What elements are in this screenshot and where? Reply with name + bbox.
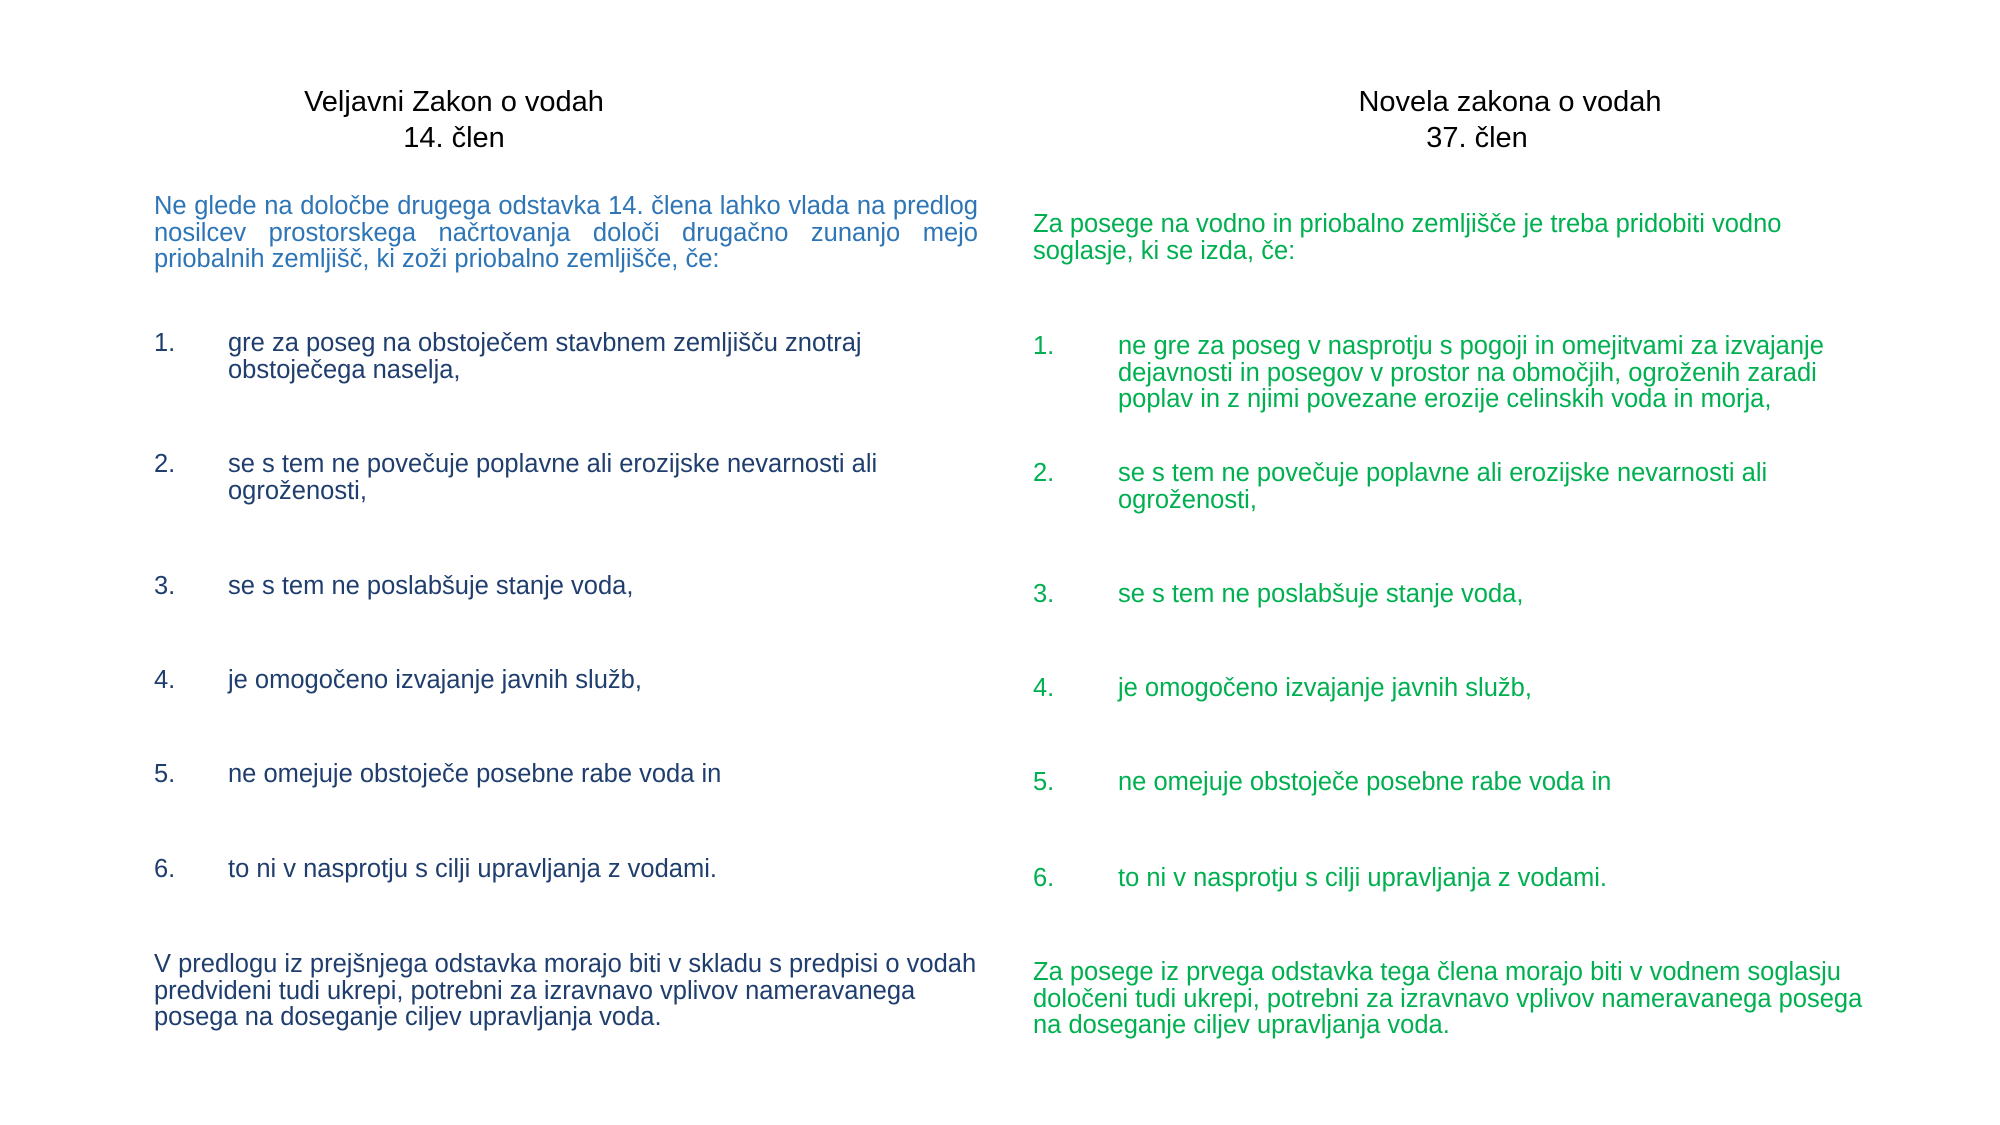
list-item: je omogočeno izvajanje javnih služb, [228, 666, 642, 694]
right-title [1160, 84, 1860, 156]
left-title-text: Veljavni Zakon o vodah [304, 86, 604, 118]
right-intro: Za posege na vodno in priobalno zemljišče je treba pridobiti vodno soglasje, ki se izda, če: [1033, 210, 1782, 265]
left-intro: Ne glede na določbe drugega odstavka 14. člena lahko vlada na predlog nosilcev prostorskega načrtovanja določi drugačno zunanjo mejo priobalnih zemljišč, ki zoži priobalno zemljišče, če: [154, 192, 978, 273]
list-number: 1. [1033, 332, 1055, 360]
list-item: ne omejuje obstoječe posebne rabe voda in [1118, 768, 1612, 796]
list-item: ne omejuje obstoječe posebne rabe voda in [228, 760, 722, 788]
right-subtitle: 37. člen [1426, 122, 1528, 154]
list-item: ne gre za poseg v nasprotju s pogoji in omejitvami za izvajanje dejavnosti in posegov v prostor na območjih, ogroženih zaradi poplav in z njimi povezane erozije celinskih voda in morja, [1118, 332, 1824, 413]
left-closing: V predlogu iz prejšnjega odstavka morajo biti v skladu s predpisi o vodah predvideni tudi ukrepi, potrebni za izravnavo vplivov nameravanega posega na doseganje ciljev upravljanja voda. [154, 950, 977, 1031]
left-title [104, 84, 804, 156]
list-item: to ni v nasprotju s cilji upravljanja z vodami. [228, 855, 717, 883]
list-number: 4. [154, 666, 176, 694]
list-item: se s tem ne poslabšuje stanje voda, [228, 572, 634, 600]
list-number: 6. [154, 855, 176, 883]
right-title-text: Novela zakona o vodah [1358, 86, 1662, 118]
list-item: se s tem ne poslabšuje stanje voda, [1118, 580, 1524, 608]
list-number: 6. [1033, 864, 1055, 892]
list-item: gre za poseg na obstoječem stavbnem zemljišču znotraj obstoječega naselja, [228, 329, 862, 384]
list-number: 2. [1033, 459, 1055, 487]
list-item: je omogočeno izvajanje javnih služb, [1118, 674, 1532, 702]
list-item: se s tem ne povečuje poplavne ali erozijske nevarnosti ali ogroženosti, [1118, 459, 1768, 514]
list-number: 4. [1033, 674, 1055, 702]
list-item: to ni v nasprotju s cilji upravljanja z vodami. [1118, 864, 1607, 892]
left-subtitle: 14. člen [403, 122, 505, 154]
list-number: 5. [1033, 768, 1055, 796]
list-number: 1. [154, 329, 176, 357]
list-number: 3. [154, 572, 176, 600]
right-closing: Za posege iz prvega odstavka tega člena morajo biti v vodnem soglasju določeni tudi ukrepi, potrebni za izravnavo vplivov nameravanega posega na doseganje ciljev upravljanja voda. [1033, 958, 1863, 1039]
list-number: 3. [1033, 580, 1055, 608]
list-item: se s tem ne povečuje poplavne ali erozijske nevarnosti ali ogroženosti, [228, 450, 878, 505]
list-number: 2. [154, 450, 176, 478]
list-number: 5. [154, 760, 176, 788]
